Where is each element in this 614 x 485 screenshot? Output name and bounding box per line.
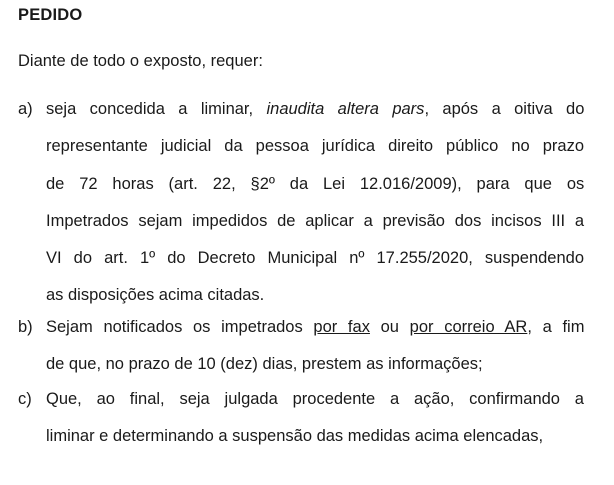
text-line <box>46 240 584 277</box>
item-body <box>46 309 584 384</box>
item-body <box>46 381 584 456</box>
text-run: de 72 horas (art. 22, §2º da Lei 12.016/2009), para que os <box>46 174 585 193</box>
intro-paragraph: Diante de todo o exposto, requer: <box>18 52 263 70</box>
text-run: VI do art. 1º do Decreto Municipal nº 17.255/2020, suspendendo <box>46 249 584 268</box>
item-body <box>46 91 584 315</box>
text-run: seja concedida a liminar, <box>46 100 267 118</box>
text-line <box>46 381 584 418</box>
item-marker: c) <box>18 390 32 408</box>
text-line <box>46 128 584 165</box>
section-heading: PEDIDO <box>18 6 83 24</box>
text-line <box>46 418 584 455</box>
text-line <box>46 91 584 128</box>
text-line <box>46 203 584 240</box>
text-line <box>46 309 584 346</box>
text-run: Impetrados sejam impedidos de aplicar a previsão dos incisos III a <box>46 211 585 230</box>
item-marker: a) <box>18 100 33 118</box>
item-marker: b) <box>18 318 33 336</box>
text-run: liminar e determinando a suspensão das medidas acima elencadas, <box>46 427 544 446</box>
text-run: , após a oitiva do <box>424 100 585 118</box>
text-run: Sejam notificados os impetrados <box>46 318 314 336</box>
text-run: as disposições acima citadas. <box>46 286 265 305</box>
underlined-text: por correio AR <box>409 318 528 336</box>
text-run: de que, no prazo de 10 (dez) dias, prestem as informações; <box>46 355 483 374</box>
text-line <box>46 166 584 203</box>
text-run: ou <box>369 318 410 336</box>
text-run: , a fim <box>527 318 585 336</box>
underlined-text: por fax <box>313 318 370 336</box>
italic-text: inaudita altera pars <box>266 100 425 118</box>
text-run: representante judicial da pessoa jurídica direito público no prazo <box>46 137 584 156</box>
text-line <box>46 346 584 383</box>
text-run: Que, ao final, seja julgada procedente a ação, confirmando a <box>46 390 584 408</box>
